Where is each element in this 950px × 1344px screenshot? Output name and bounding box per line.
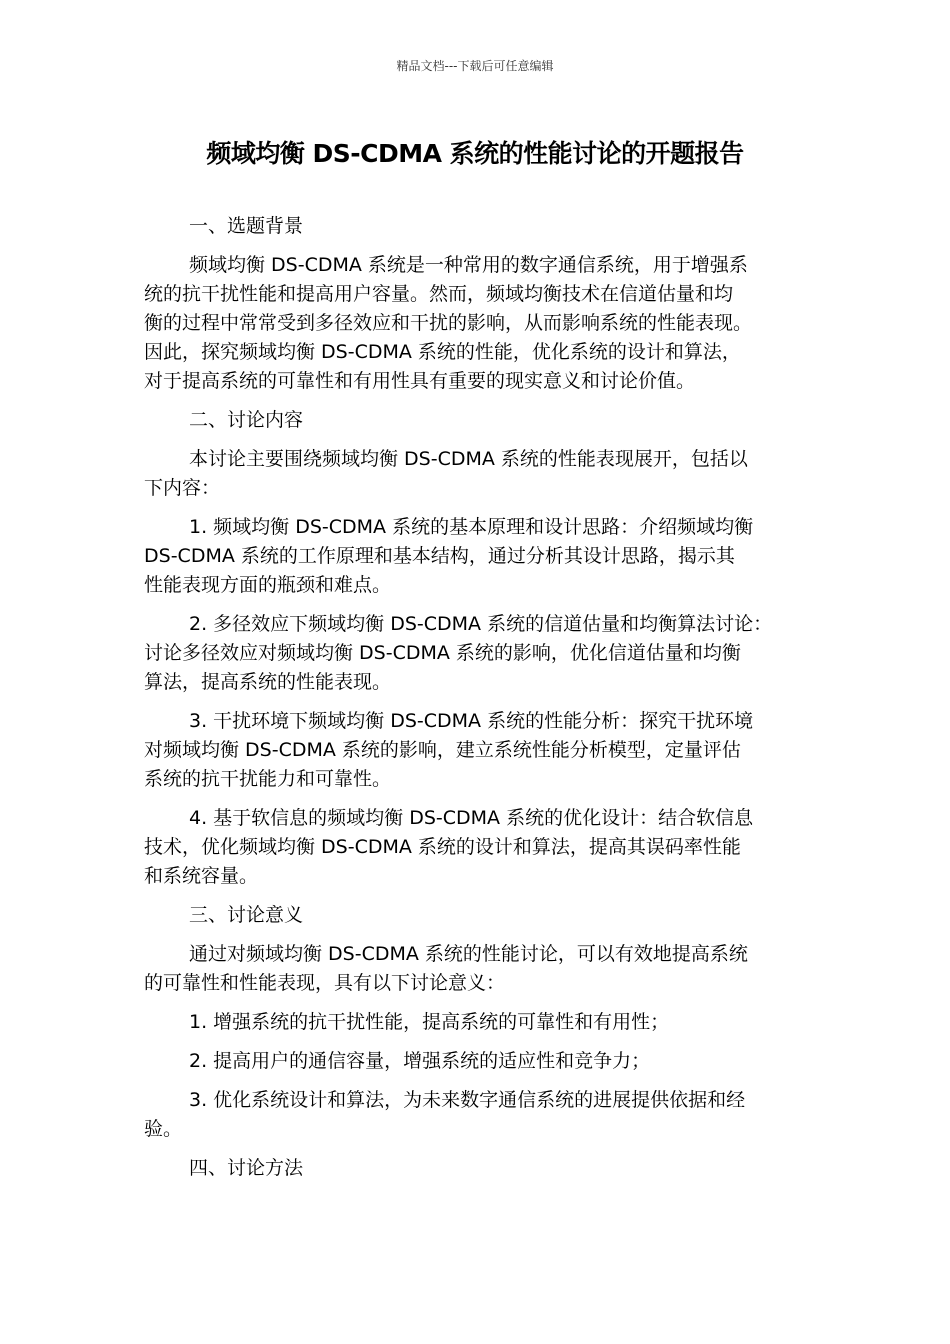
section-heading-background: 一、选题背景 (189, 215, 304, 237)
paragraph-content-intro: 本讨论主要围绕频域均衡 DS-CDMA 系统的性能表现展开，包括以 下内容： (144, 448, 748, 499)
section-heading-content: 二、讨论内容 (189, 409, 304, 431)
list-item-content-2: 2. 多径效应下频域均衡 DS-CDMA 系统的信道估量和均衡算法讨论： 讨论多径效应对频域均衡 DS-CDMA 系统的影响，优化信道估量和均衡 算法，提高系统的性能表现。 (144, 613, 773, 693)
document-title: 频域均衡 DS-CDMA 系统的性能讨论的开题报告 (206, 139, 744, 168)
paragraph-background: 频域均衡 DS-CDMA 系统是一种常用的数字通信系统，用于增强系 统的抗干扰性能和提高用户容量。然而，频域均衡技术在信道估量和均 衡的过程中常常受到多径效应和干扰的影响，从而影响系统的性能表现。 因此，探究频域均衡 DS-CDMA 系统的性能，优化系统的设计和算法， 对于提高系统的可靠性和有用性具有重要的现实意义和讨论价值。 (144, 254, 753, 392)
list-item-content-1: 1. 频域均衡 DS-CDMA 系统的基本原理和设计思路：介绍频域均衡 DS-CDMA 系统的工作原理和基本结构，通过分析其设计思路，揭示其 性能表现方面的瓶颈和难点。 (144, 516, 754, 596)
section-heading-method: 四、讨论方法 (189, 1157, 304, 1179)
list-item-content-4: 4. 基于软信息的频域均衡 DS-CDMA 系统的优化设计：结合软信息 技术，优化频域均衡 DS-CDMA 系统的设计和算法，提高其误码率性能 和系统容量。 (144, 807, 754, 887)
section-heading-significance: 三、讨论意义 (189, 904, 304, 926)
list-item-content-3: 3. 干扰环境下频域均衡 DS-CDMA 系统的性能分析：探究干扰环境 对频域均衡 DS-CDMA 系统的影响，建立系统性能分析模型，定量评估 系统的抗干扰能力和可靠性。 (144, 710, 754, 790)
list-item-significance-3: 3. 优化系统设计和算法，为未来数字通信系统的进展提供依据和经 验。 (144, 1089, 746, 1140)
list-item-significance-1: 1. 增强系统的抗干扰性能，提高系统的可靠性和有用性； (189, 1011, 670, 1033)
document-body (144, 212, 808, 1193)
list-item-significance-2: 2. 提高用户的通信容量，增强系统的适应性和竞争力； (189, 1050, 651, 1072)
paragraph-significance-intro: 通过对频域均衡 DS-CDMA 系统的性能讨论，可以有效地提高系统 的可靠性和性能表现，具有以下讨论意义： (144, 943, 748, 994)
page-header: 精品文档---下载后可任意编辑 (396, 59, 554, 73)
